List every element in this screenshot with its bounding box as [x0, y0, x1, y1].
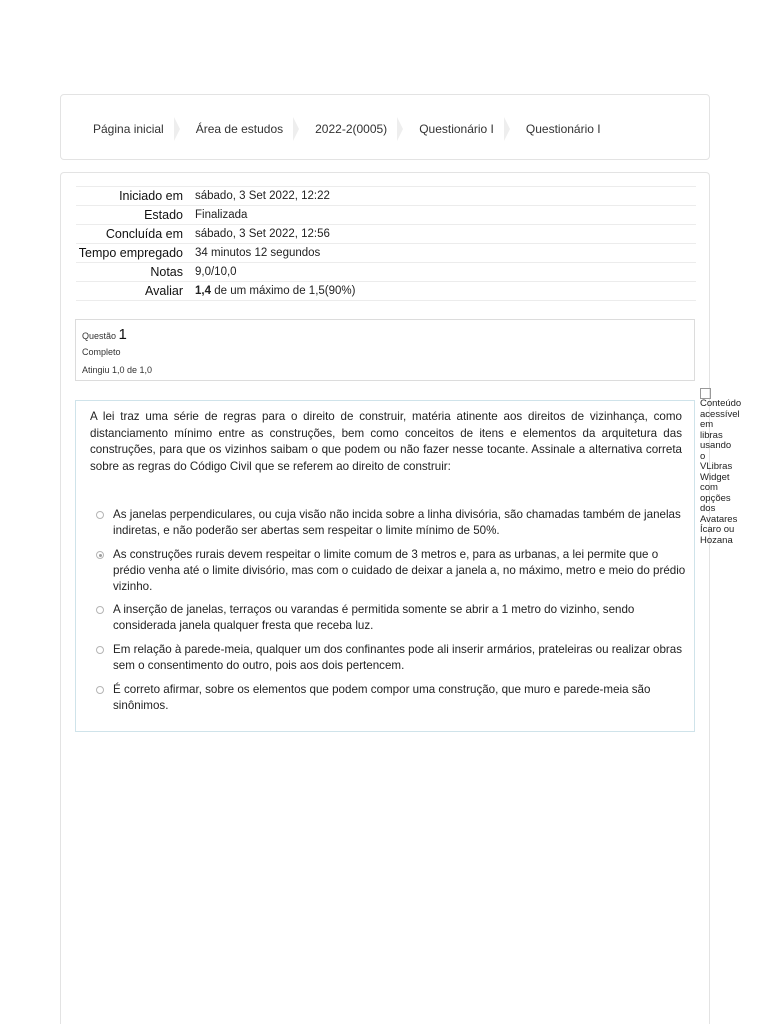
answer-option-text: As construções rurais devem respeitar o limite comum de 3 metros e, para as urbanas, a lei permite que o prédio venha até o limite divisório, mas com o cuidado de deixar a janela a, no máximo, metro e meio do prédio vizinho. — [113, 548, 686, 593]
answer-option-text: As janelas perpendiculares, ou cuja visão não incida sobre a linha divisória, são chamadas também de janelas indiretas, e não poderão ser abertas sem respeitar o limite mínimo de 50%. — [113, 508, 681, 537]
breadcrumb-link-course[interactable]: 2022-2(0005) — [315, 122, 388, 136]
question-label: Questão — [82, 331, 117, 341]
breadcrumb-link-quiz[interactable]: Questionário I — [525, 122, 601, 136]
summary-label: Notas — [150, 265, 183, 279]
breadcrumb-item-quiz[interactable] — [526, 122, 601, 136]
breadcrumb-link-quiz-section[interactable]: Questionário I — [419, 122, 494, 136]
summary-label: Tempo empregado — [78, 246, 183, 260]
summary-row-time-taken — [76, 244, 696, 263]
summary-label: Iniciado em — [119, 189, 183, 203]
summary-row-started — [76, 187, 696, 206]
attempt-summary-table — [76, 186, 696, 301]
chevron-right-icon — [397, 117, 403, 141]
breadcrumb-item-course[interactable] — [315, 117, 419, 141]
summary-label: Avaliar — [145, 284, 183, 298]
answer-option-text: É correto afirmar, sobre os elementos que podem compor uma construção, que muro e parede-meia são sinônimos. — [113, 683, 651, 712]
summary-value: 9,0/10,0 — [195, 266, 237, 278]
chevron-right-icon — [293, 117, 299, 141]
summary-row-grade — [76, 282, 696, 301]
answer-option-c[interactable] — [96, 602, 686, 634]
summary-row-state — [76, 206, 696, 225]
question-content-box — [75, 400, 695, 732]
breadcrumb — [93, 117, 601, 141]
radio-button[interactable] — [96, 686, 104, 694]
breadcrumb-link-home[interactable]: Página inicial — [93, 122, 164, 136]
answer-option-text: Em relação à parede-meia, qualquer um dos confinantes pode ali inserir armários, prateleiras ou realizar obras sem o consentimento do outro, pois aos dois pertencem. — [113, 643, 683, 672]
answer-option-text: A inserção de janelas, terraços ou varandas é permitida somente se abrir a 1 metro do vizinho, sendo considerada janela qualquer fresta que receba luz. — [113, 603, 635, 632]
vlibras-alt-text: Conteúdo acessível em libras usando o VLibras Widget com opções dos Avatares Ícaro ou Hozana — [700, 398, 742, 546]
radio-button-selected[interactable] — [96, 551, 104, 559]
vlibras-widget[interactable] — [700, 388, 742, 608]
question-state: Completo — [82, 347, 121, 357]
summary-value — [189, 282, 696, 301]
summary-label: Concluída em — [105, 227, 183, 241]
question-number — [82, 326, 127, 343]
answer-option-e[interactable] — [96, 682, 686, 714]
question-grade: Atingiu 1,0 de 1,0 — [82, 365, 153, 375]
grade-max: de um máximo de 1,5(90%) — [214, 285, 356, 297]
summary-label: Estado — [144, 208, 183, 222]
question-number-value: 1 — [118, 326, 127, 343]
summary-value: 34 minutos 12 segundos — [195, 247, 321, 259]
summary-row-marks — [76, 263, 696, 282]
breadcrumb-item-quiz-section[interactable] — [419, 117, 526, 141]
breadcrumb-item-study-area[interactable] — [196, 117, 315, 141]
question-text: A lei traz uma série de regras para o direito de construir, matéria atinente aos direitos de vizinhança, como distanciamento mínimo entre as construções, bem como conceitos de itens e elementos da arquitetura das construções, para que os vizinhos saibam o que podem ou não fazer nesse tocante. Assinale a alternativa correta sobre as regras do Código Civil que se referem ao direito de construir: — [90, 410, 682, 473]
chevron-right-icon — [504, 117, 510, 141]
chevron-right-icon — [174, 117, 180, 141]
radio-button[interactable] — [96, 646, 104, 654]
question-info-box — [75, 319, 695, 381]
grade-score: 1,4 — [195, 285, 211, 297]
breadcrumb-link-study-area[interactable]: Área de estudos — [195, 122, 284, 136]
summary-value: sábado, 3 Set 2022, 12:56 — [195, 228, 330, 240]
answer-option-b[interactable] — [96, 547, 686, 595]
radio-button[interactable] — [96, 511, 104, 519]
answer-option-a[interactable] — [96, 507, 686, 539]
radio-button[interactable] — [96, 606, 104, 614]
summary-value: Finalizada — [195, 209, 248, 221]
answer-option-d[interactable] — [96, 642, 686, 674]
breadcrumb-item-home[interactable] — [93, 117, 196, 141]
summary-value: sábado, 3 Set 2022, 12:22 — [195, 190, 330, 202]
breadcrumb-card — [60, 94, 710, 160]
summary-row-completed — [76, 225, 696, 244]
